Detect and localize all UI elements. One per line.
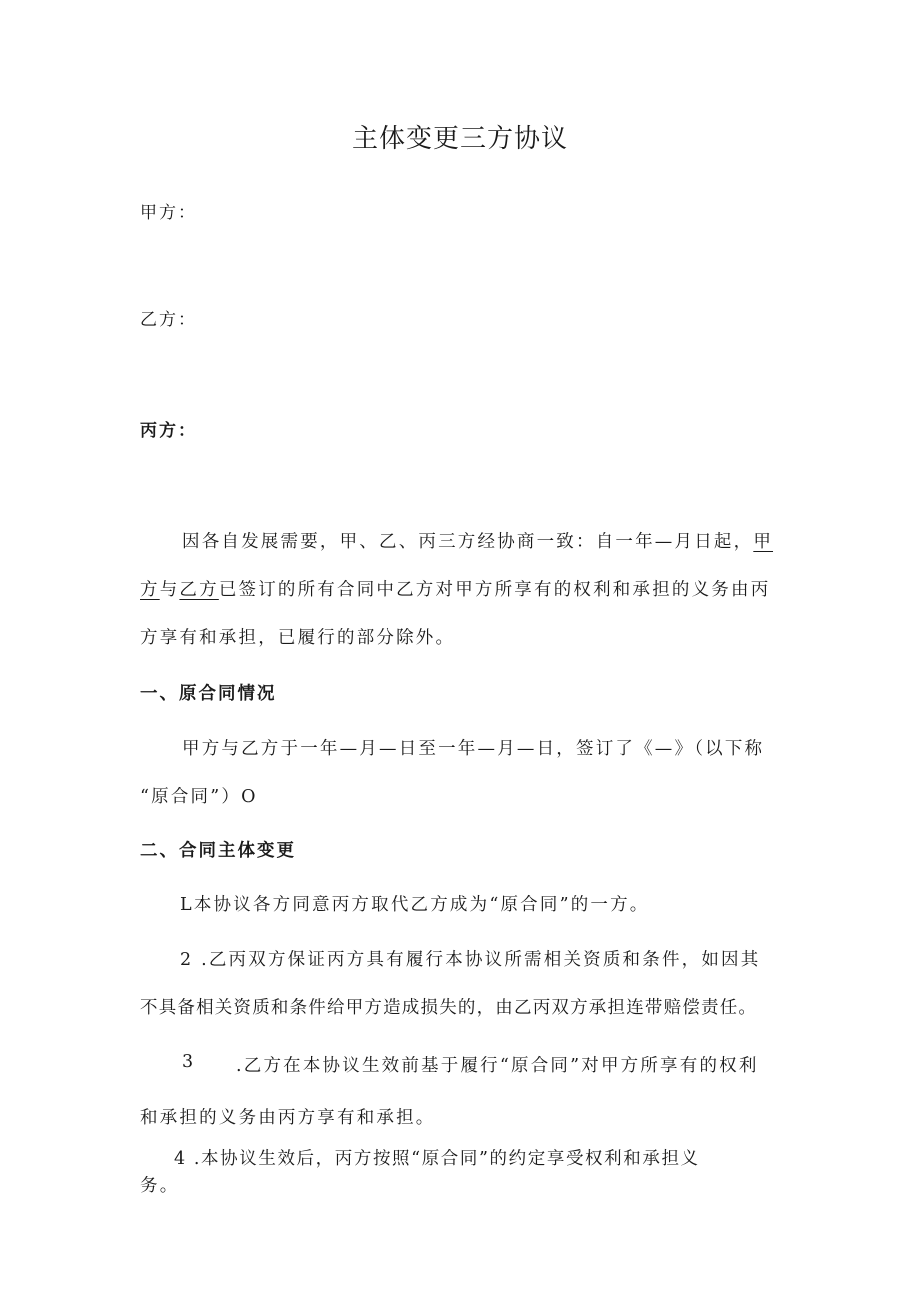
section-2-item-4-line-1: 4 .本协议生效后，丙方按照“原合同”的约定享受权利和承担义 [174,1149,700,1169]
intro-line-1-text: 因各自发展需要，甲、乙、丙三方经协商一致：自一年—月日起， [182,532,754,552]
section-2-item-3-number: 3 [182,1052,196,1072]
party-c-label: 丙方： [140,421,197,441]
section-2-item-3-line-1: .乙方在本协议生效前基于履行“原合同”对甲方所享有的权利 [236,1056,759,1076]
section-2-item-1: L本协议各方同意丙方取代乙方成为“原合同”的一方。 [180,895,650,915]
intro-line-2 [140,576,770,601]
section-1-heading: 一、原合同情况 [140,684,277,704]
section-2-item-3-line-2: 和承担的义务由丙方享有和承担。 [140,1108,436,1128]
document-title: 主体变更三方协议 [351,124,568,154]
intro-line-2-underlined-a: 方 [140,580,160,600]
party-a-label: 甲方： [140,203,197,223]
section-1-line-2: “原合同”）O [140,787,258,807]
intro-line-2-mid: 与 [159,580,180,600]
section-1-line-1: 甲方与乙方于一年—月—日至一年—月—日，签订了《—》（以下称 [182,739,765,759]
intro-line-3: 方享有和承担，已履行的部分除外。 [140,628,456,648]
section-2-item-2-line-1: 2 .乙丙双方保证丙方具有履行本协议所需相关资质和条件，如因其 [180,950,761,970]
section-2-heading: 二、合同主体变更 [140,841,296,861]
intro-line-2-text: 已签订的所有合同中乙方对甲方所享有的权利和承担的义务由丙 [218,580,771,600]
intro-line-1-underlined: 甲 [753,532,774,552]
party-b-label: 乙方： [140,310,197,330]
section-2-item-4-line-2: 务。 [140,1176,180,1196]
intro-line-2-underlined-b: 乙方 [179,580,219,600]
intro-line-1 [182,528,773,553]
section-2-item-2-line-2: 不具备相关资质和条件给甲方造成损失的，由乙丙双方承担连带赔偿责任。 [140,998,758,1018]
